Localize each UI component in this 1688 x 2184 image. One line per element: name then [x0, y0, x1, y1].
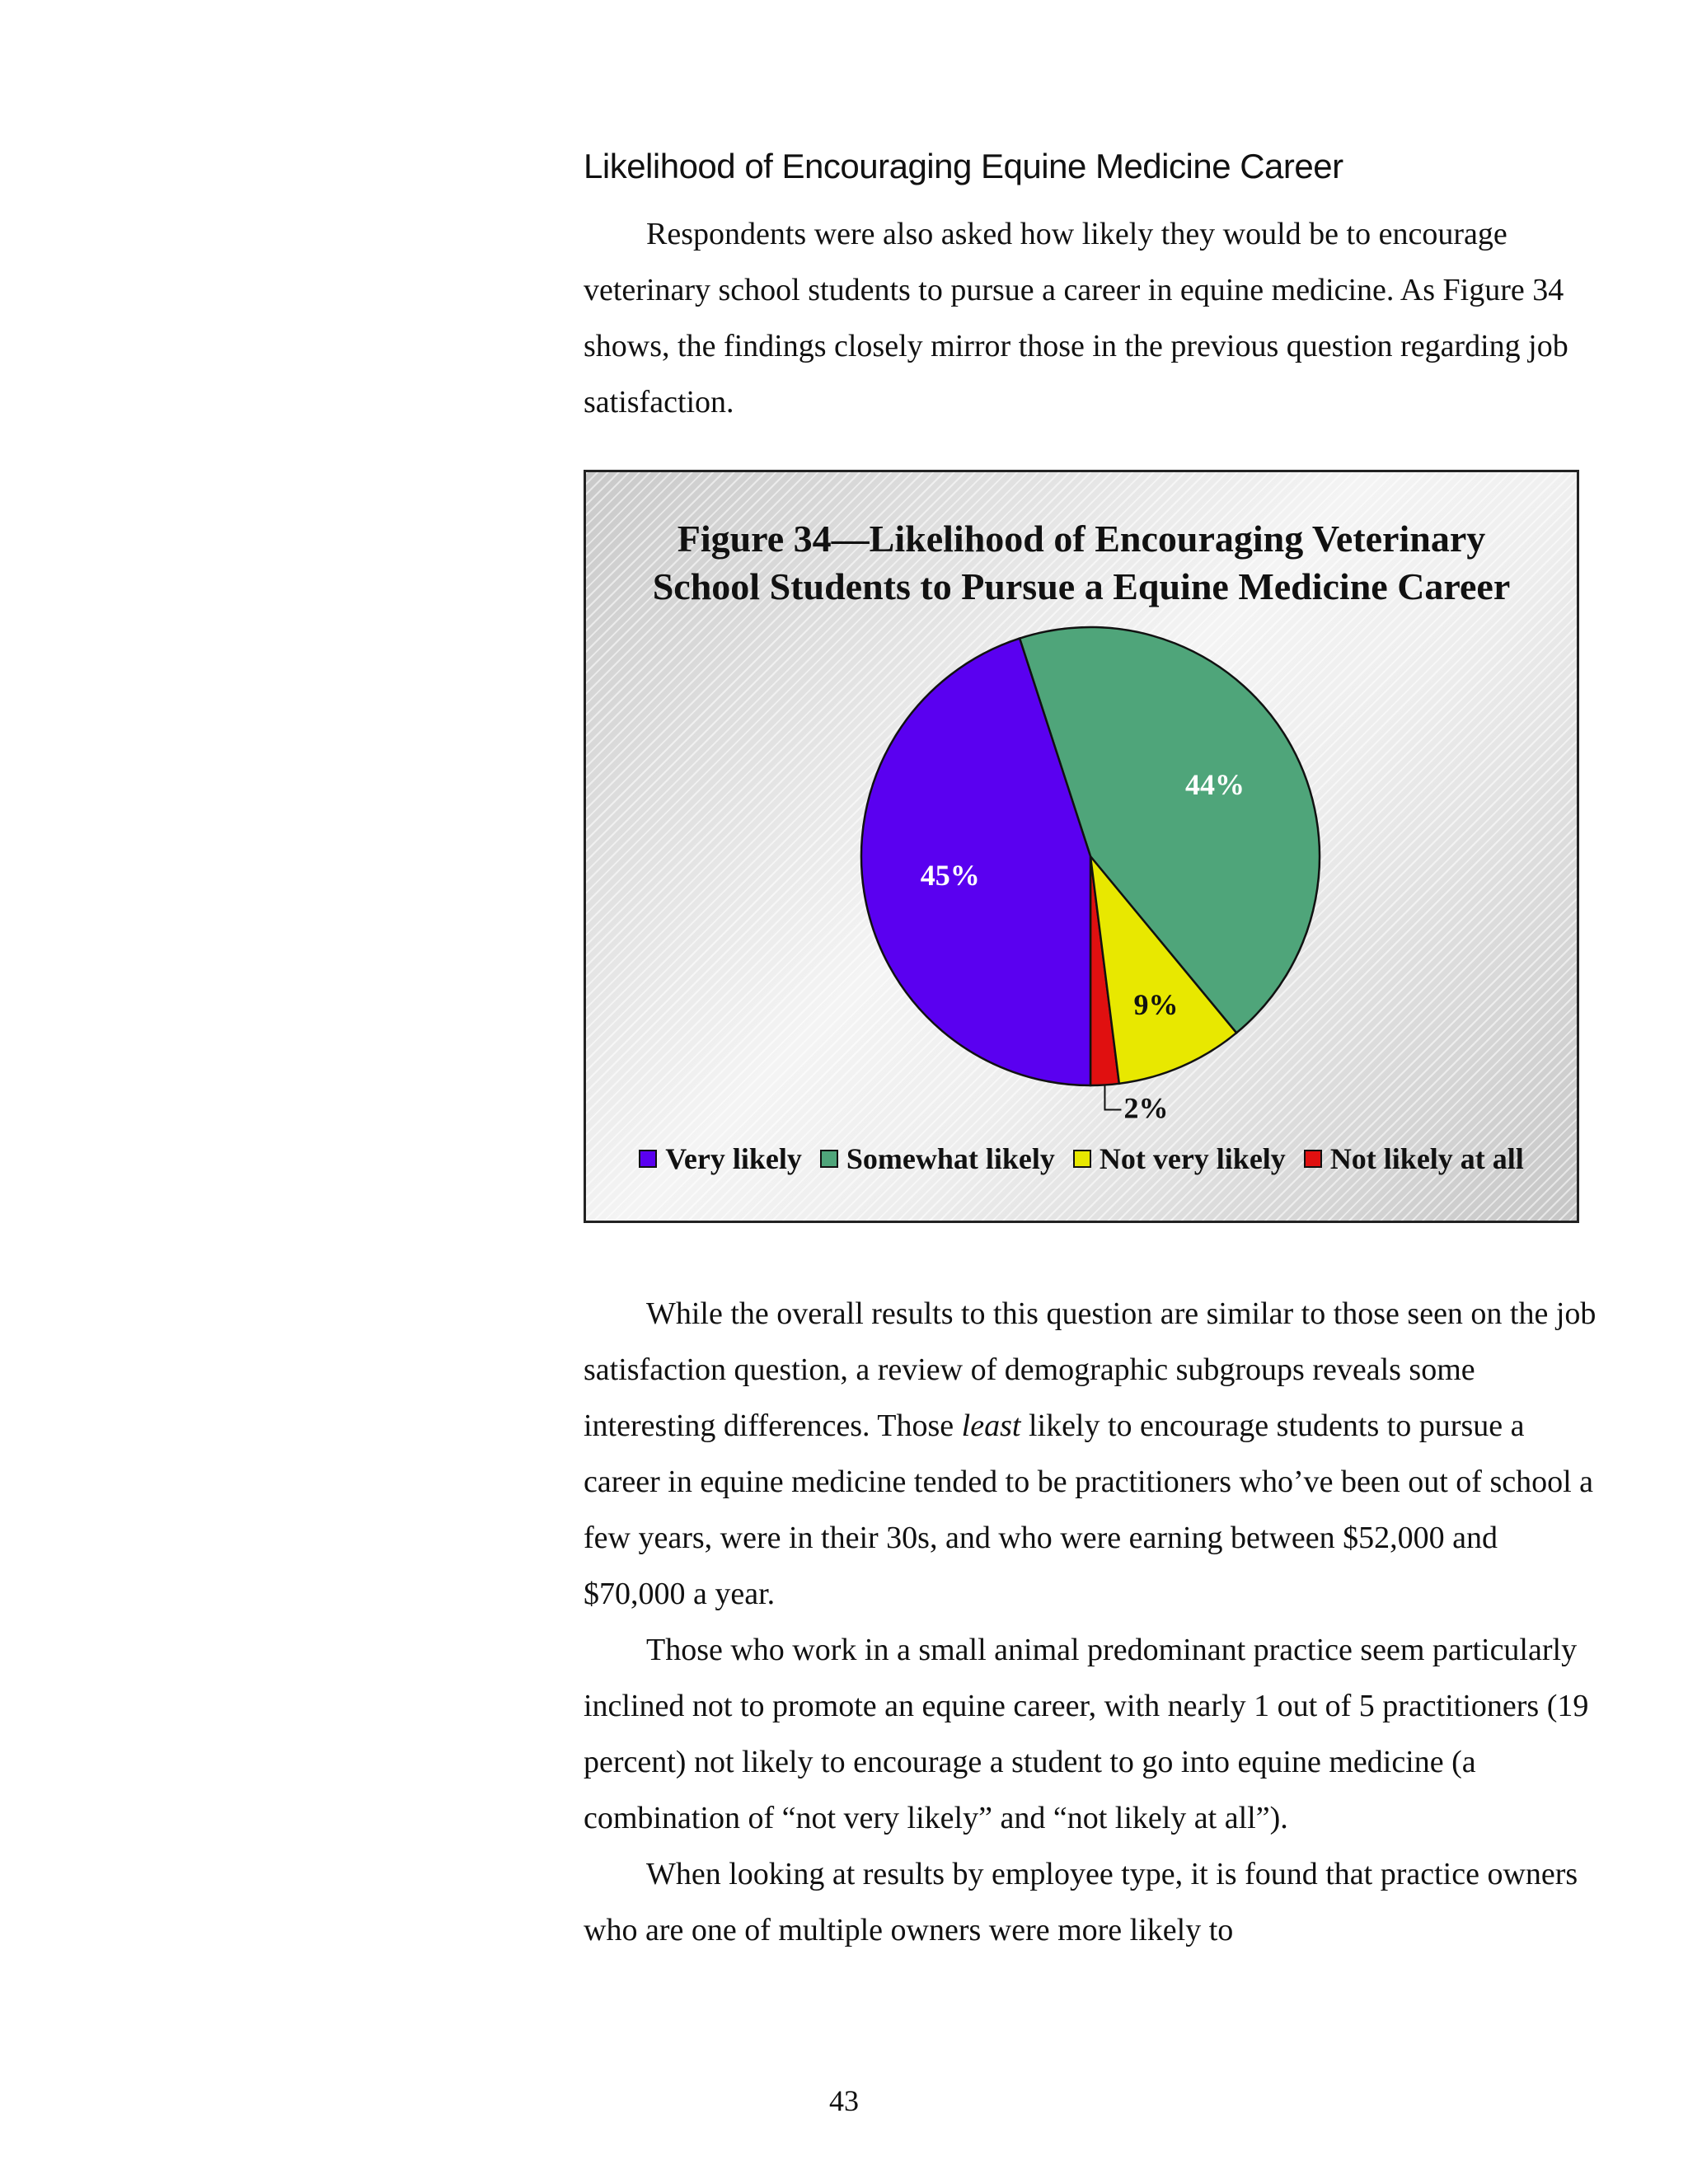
data-label-very-likely: 45%: [920, 859, 980, 893]
section-heading: Likelihood of Encouraging Equine Medicine Career: [584, 147, 1343, 185]
chart-title-line-1: Figure 34—Likelihood of Encouraging Veterinary: [677, 518, 1486, 560]
body-text: [584, 1286, 1597, 1958]
legend-swatch-somewhat-likely: [820, 1150, 838, 1168]
intro-paragraph: Respondents were also asked how likely they would be to encourage veterinary school students to pursue a career in equine medicine. As Figure 34 shows, the findings closely mirror those in the previous question regarding job satisfaction.: [584, 217, 1568, 419]
emphasis-least: least: [961, 1408, 1021, 1443]
paragraph-demographics-part-2: likely to encourage students to pursue a career in equine medicine tended to be practitioners who’ve been out of school a few years, were in their 30s, and who were earning between $52,000 and $70,000 a year.: [584, 1408, 1594, 1611]
figure-34-chart: [584, 470, 1579, 1223]
legend-label-not-likely-at-all: Not likely at all: [1329, 1142, 1524, 1175]
legend-label-not-very-likely: Not very likely: [1099, 1142, 1286, 1175]
legend-item-somewhat-likely: [820, 1141, 1055, 1176]
data-label-not-very-likely: 9%: [1133, 987, 1179, 1021]
paragraph-employee-type: When looking at results by employee type, it is found that practice owners who are one of multiple owners were more likely to: [584, 1857, 1578, 1947]
legend-item-not-likely-at-all: [1304, 1141, 1524, 1176]
legend-item-very-likely: [639, 1141, 802, 1176]
legend-label-very-likely: Very likely: [665, 1142, 802, 1175]
paragraph-small-animal: Those who work in a small animal predominant practice seem particularly inclined not to promote an equine career, with nearly 1 out of 5 practitioners (19 percent) not likely to encourage a student to go into equine medicine (a combination of “not very likely” and “not likely at all”).: [584, 1633, 1589, 1835]
legend-swatch-very-likely: [639, 1150, 657, 1168]
paragraph-demographics-part-1: While the overall results to this question are similar to those seen on the job satisfaction question, a review of demographic subgroups reveals some interesting differences. Those: [584, 1296, 1597, 1443]
page-number: 43: [829, 2084, 859, 2117]
leader-line-not-likely-at-all: [1104, 1085, 1121, 1109]
paragraph-demographics: [584, 1286, 1597, 1622]
legend-item-not-very-likely: [1073, 1141, 1286, 1176]
data-label-somewhat-likely: 44%: [1185, 768, 1245, 802]
legend-swatch-not-likely-at-all: [1304, 1150, 1322, 1168]
data-label-not-likely-at-all: 2%: [1123, 1091, 1169, 1125]
chart-legend: [586, 1141, 1577, 1176]
chart-title-line-2: School Students to Pursue a Equine Medicine Career: [652, 565, 1511, 607]
legend-swatch-not-very-likely: [1073, 1150, 1091, 1168]
legend-label-somewhat-likely: Somewhat likely: [846, 1142, 1055, 1175]
pie-chart: [586, 472, 1582, 1226]
